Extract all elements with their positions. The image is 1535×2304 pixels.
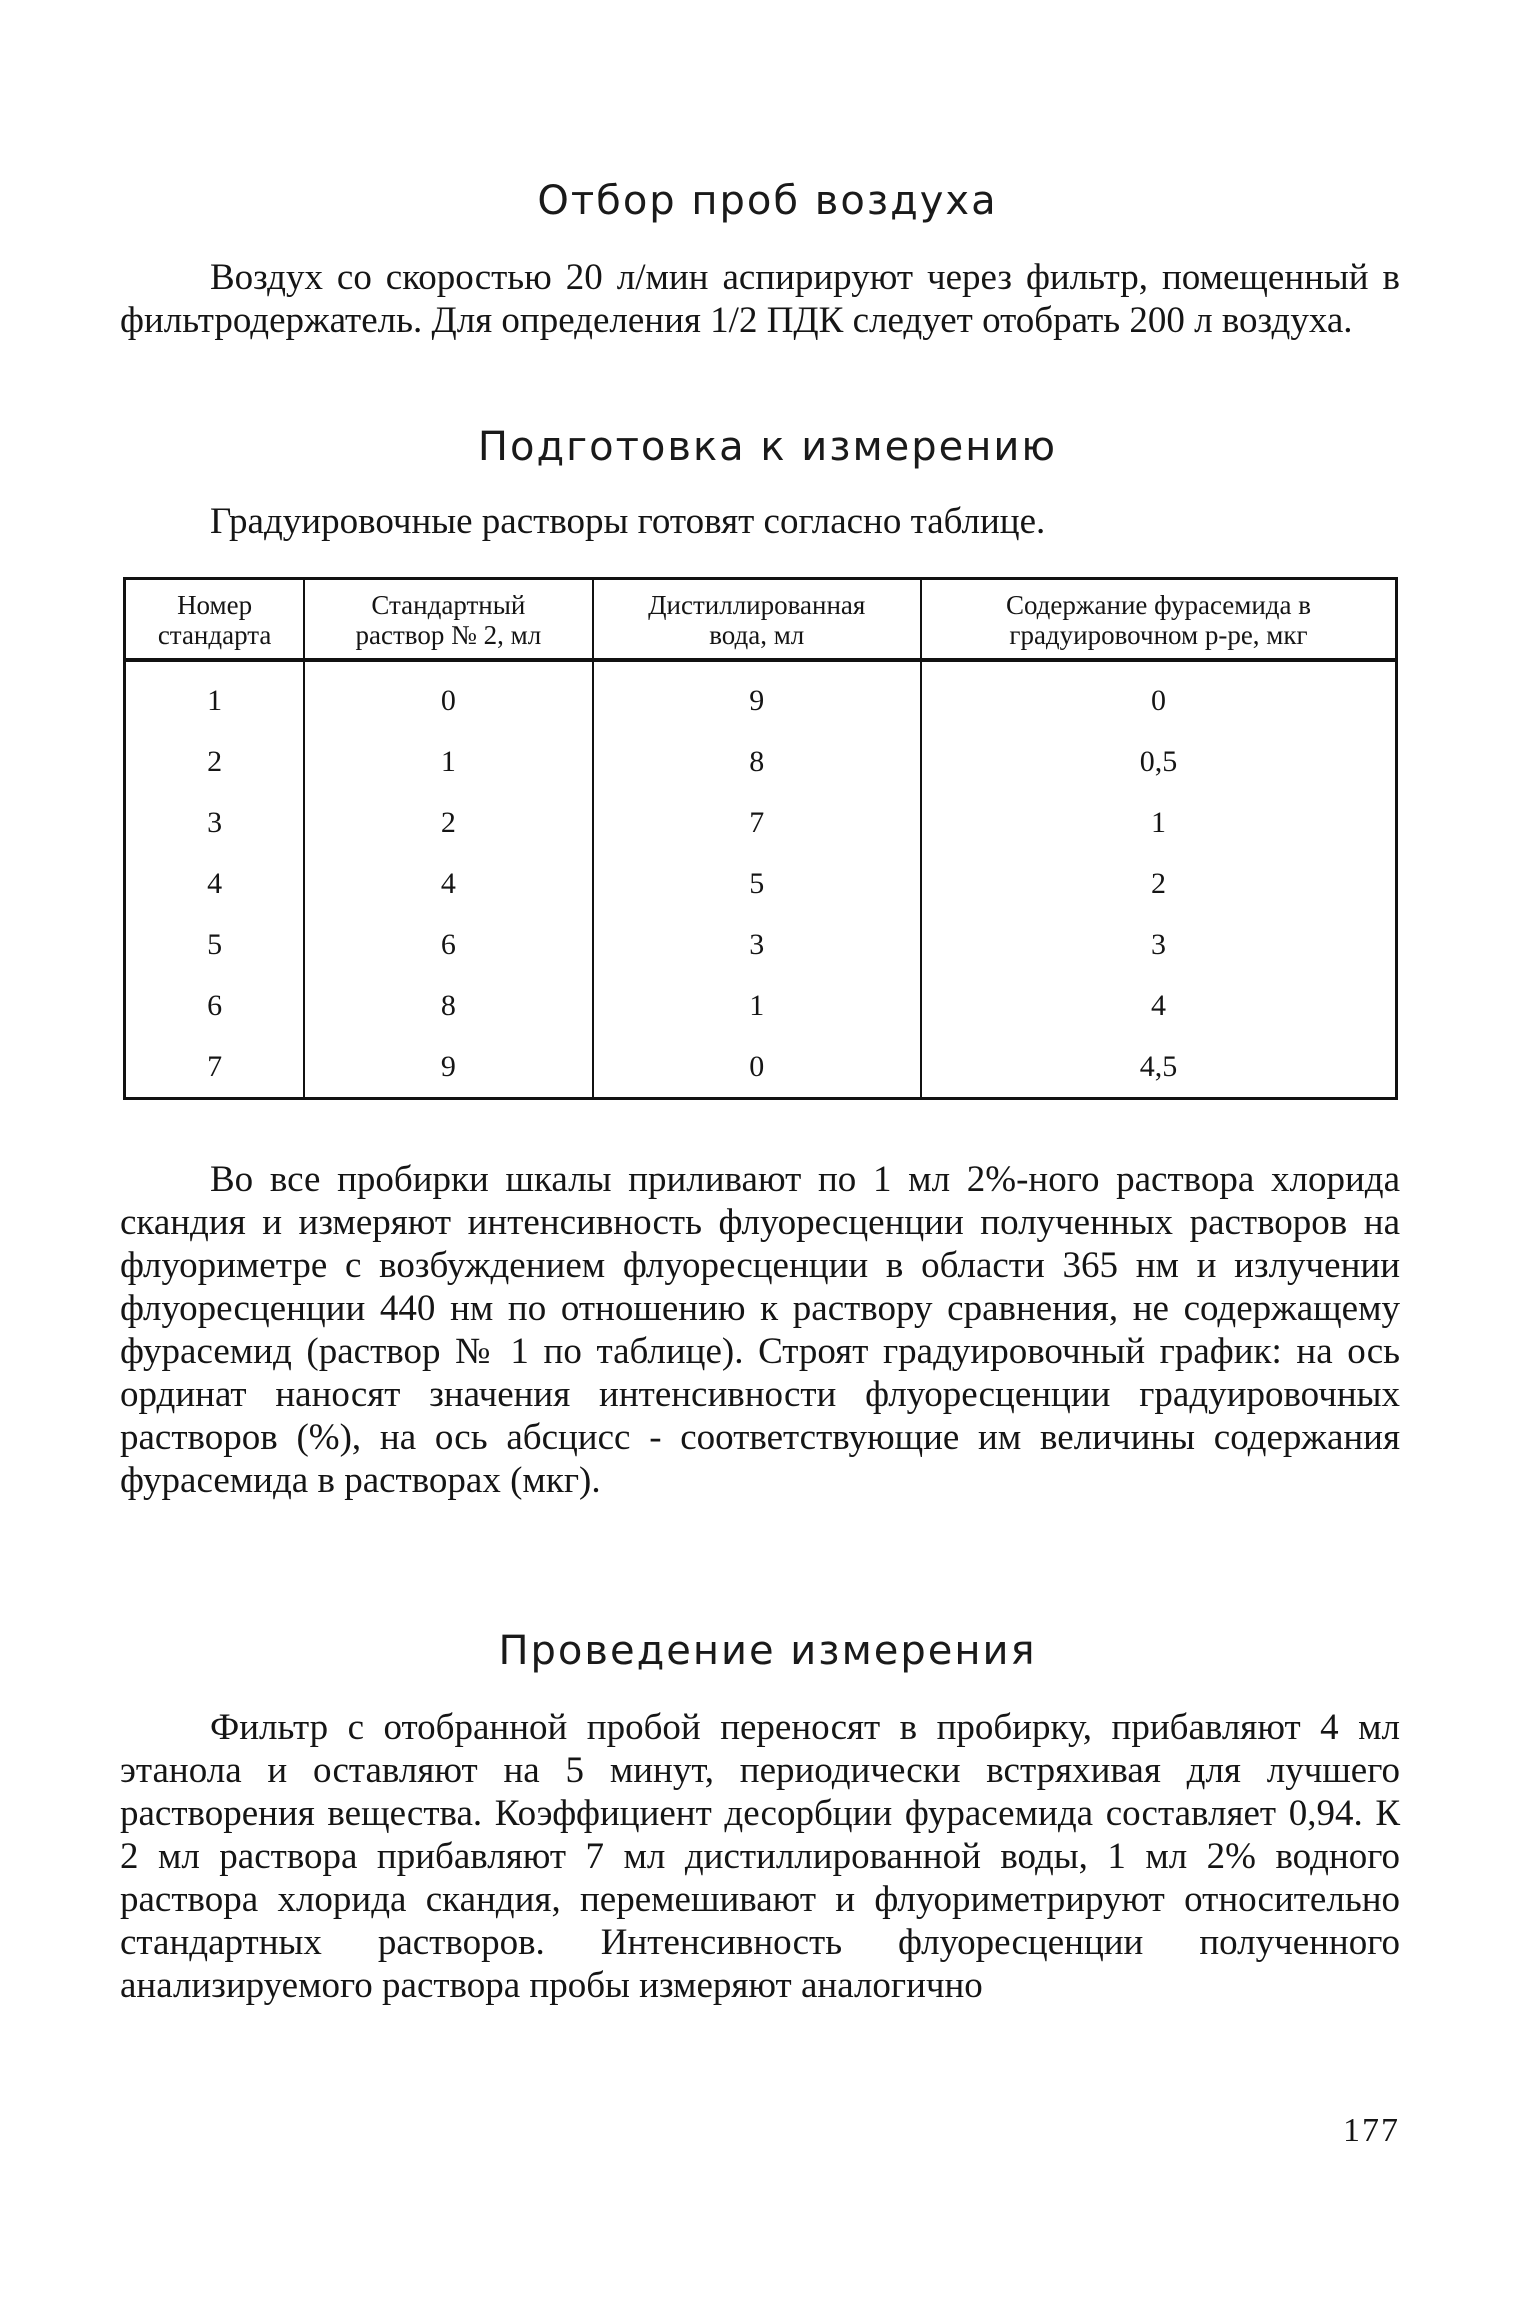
column-header-line: стандарта — [157, 620, 272, 650]
table-row — [125, 660, 1397, 731]
table-cell: 0,5 — [921, 731, 1397, 792]
column-header-line: Номер — [177, 590, 253, 620]
paragraph-table-intro — [120, 500, 1400, 543]
table-cell: 0 — [304, 660, 592, 731]
table-cell: 0 — [593, 1036, 921, 1099]
table-row — [125, 853, 1397, 914]
table-row — [125, 914, 1397, 975]
table-cell: 4 — [304, 853, 592, 914]
table-cell: 7 — [593, 792, 921, 853]
table-cell: 5 — [207, 927, 223, 961]
table-cell: 9 — [304, 1036, 592, 1099]
heading-preparation: Подготовка к измерению — [477, 424, 1058, 470]
paragraph-table-intro-text: Градуировочные растворы готовят согласно таблице. — [210, 501, 1046, 542]
table-cell: 2 — [207, 744, 223, 778]
table-cell: 2 — [921, 853, 1397, 914]
table-cell: 6 — [207, 988, 223, 1022]
column-header-line: Стандартный — [371, 590, 526, 620]
column-header-line: раствор № 2, мл — [355, 620, 542, 650]
paragraph-air-sampling — [120, 256, 1400, 342]
paragraph-scale — [120, 1158, 1400, 1502]
column-header-furosemide-content — [921, 579, 1397, 661]
paragraph-air-sampling-text: Воздух со скоростью 20 л/мин аспирируют через фильтр, помещенный в фильтродержатель. Для определения 1/2 ПДК следует отобрать 200 л воздуха. — [120, 257, 1400, 341]
column-header-standard-solution — [304, 579, 592, 661]
paragraph-measurement — [120, 1706, 1400, 2007]
page-number: 177 — [1343, 2112, 1400, 2149]
table-cell: 3 — [593, 914, 921, 975]
table-cell: 1 — [207, 683, 223, 717]
table-cell: 1 — [921, 792, 1397, 853]
heading-measurement: Проведение измерения — [498, 1628, 1037, 1674]
table-row — [125, 731, 1397, 792]
column-header-line: градуировочном р-ре, мкг — [1009, 620, 1308, 650]
table-cell: 0 — [921, 660, 1397, 731]
table-cell: 3 — [207, 805, 223, 839]
table-cell: 8 — [593, 731, 921, 792]
column-header-line: Содержание фурасемида в — [1005, 590, 1312, 620]
column-header-line: вода, мл — [709, 620, 805, 650]
table-cell: 4,5 — [921, 1036, 1397, 1099]
column-header-line: Дистиллированная — [648, 590, 866, 620]
paragraph-scale-text: Во все пробирки шкалы приливают по 1 мл 2%-ного раствора хлорида скандия и измеряют интенсивность флуоресценции полученных растворов на флуориметре с возбуждением флуоресценции в области 365 нм и излучении флуоресценции 440 нм по отношению к раствору сравнения, не содержащему фурасемид (раствор № 1 по таблице). Строят градуировочный график: на ось ординат наносят значения интенсивности флуоресценции градуировочных растворов (%), на ось абсцисс - соответствующие им величины содержания фурасемида в растворах (мкг). — [120, 1159, 1400, 1501]
table-cell: 5 — [593, 853, 921, 914]
paragraph-measurement-text: Фильтр с отобранной пробой переносят в пробирку, прибавляют 4 мл этанола и оставляют на 5 минут, периодически встряхивая для лучшего растворения вещества. Коэффициент десорбции фурасемида составляет 0,94. К 2 мл раствора прибавляют 7 мл дистиллированной воды, 1 мл 2% водного раствора хлорида скандия, перемешивают и флуориметрируют относительно стандартных растворов. Интенсивность флуоресценции полученного анализируемого раствора пробы измеряют аналогично — [120, 1707, 1400, 2006]
calibration-table — [123, 577, 1398, 1100]
table-header-row — [125, 579, 1397, 661]
table-cell: 2 — [304, 792, 592, 853]
table-cell: 1 — [593, 975, 921, 1036]
table-cell: 6 — [304, 914, 592, 975]
table-row — [125, 1036, 1397, 1099]
table-row — [125, 792, 1397, 853]
column-header-distilled-water — [593, 579, 921, 661]
table-row — [125, 975, 1397, 1036]
table-cell: 8 — [304, 975, 592, 1036]
table-cell: 4 — [207, 866, 223, 900]
table-cell: 3 — [921, 914, 1397, 975]
table-cell: 4 — [921, 975, 1397, 1036]
table-cell: 1 — [304, 731, 592, 792]
column-header-standard-number — [125, 579, 305, 661]
heading-air-sampling: Отбор проб воздуха — [537, 178, 998, 224]
table-cell: 7 — [207, 1049, 223, 1083]
table-cell: 9 — [593, 660, 921, 731]
